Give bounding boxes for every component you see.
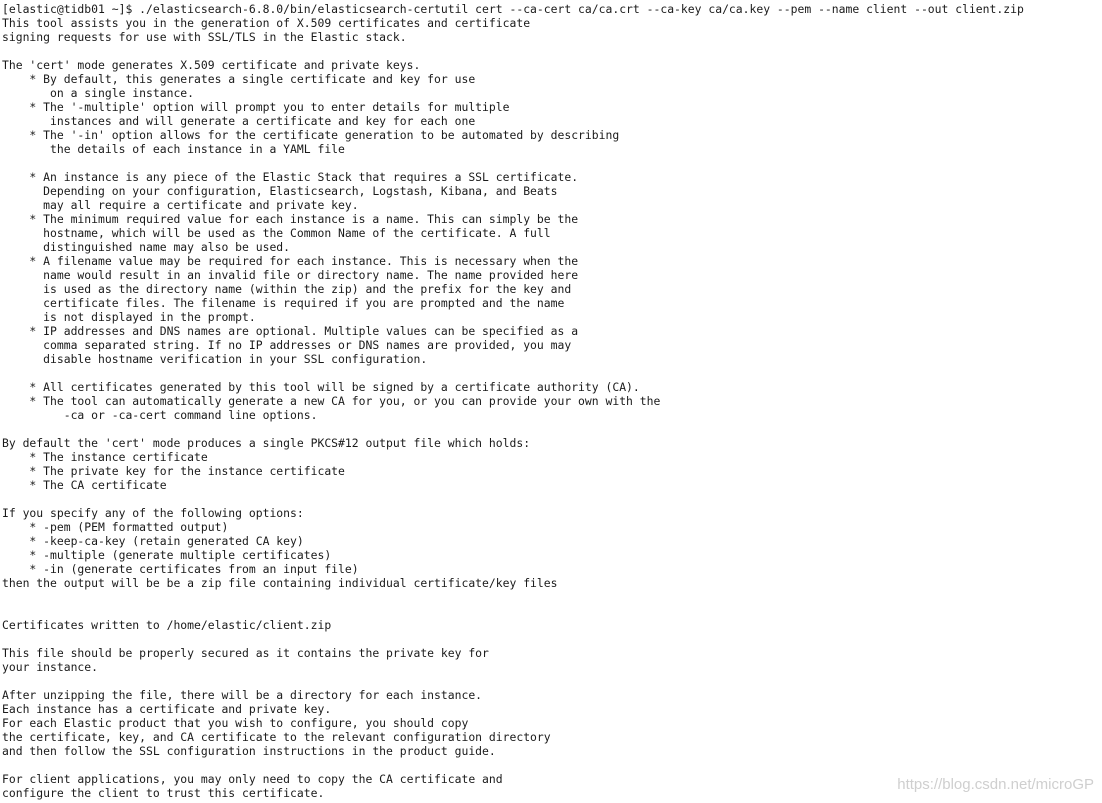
- output-line: By default the 'cert' mode produces a single PKCS#12 output file which holds:: [2, 436, 531, 450]
- output-line: [2, 604, 1102, 618]
- output-line: * By default, this generates a single certificate and key for use: [2, 72, 476, 86]
- output-line: The 'cert' mode generates X.509 certificate and private keys.: [2, 58, 421, 72]
- output-line: the certificate, key, and CA certificate to the relevant configuration directory: [2, 730, 551, 744]
- output-line: is not displayed in the prompt.: [2, 310, 256, 324]
- output-line: [2, 590, 1102, 604]
- output-line: [2, 422, 1102, 436]
- output-line: may all require a certificate and private key.: [2, 198, 359, 212]
- output-line: [2, 44, 1102, 58]
- output-line: * The private key for the instance certificate: [2, 464, 345, 478]
- output-line: disable hostname verification in your SSL configuration.: [2, 352, 428, 366]
- output-line: * A filename value may be required for each instance. This is necessary when the: [2, 254, 579, 268]
- output-line: * The CA certificate: [2, 478, 167, 492]
- watermark: https://blog.csdn.net/microGP: [897, 776, 1094, 793]
- output-line: This file should be properly secured as it contains the private key for: [2, 646, 489, 660]
- output-line: your instance.: [2, 660, 99, 674]
- output-line: [2, 758, 1102, 772]
- output-line: [2, 156, 1102, 170]
- output-line: * The instance certificate: [2, 450, 208, 464]
- output-line: * An instance is any piece of the Elastic Stack that requires a SSL certificate.: [2, 170, 579, 184]
- output-line: [2, 492, 1102, 506]
- output-line: * IP addresses and DNS names are optional. Multiple values can be specified as a: [2, 324, 579, 338]
- output-line: comma separated string. If no IP addresses or DNS names are provided, you may: [2, 338, 572, 352]
- output-line: Depending on your configuration, Elasticsearch, Logstash, Kibana, and Beats: [2, 184, 558, 198]
- output-line: and then follow the SSL configuration instructions in the product guide.: [2, 744, 496, 758]
- output-line: After unzipping the file, there will be a directory for each instance.: [2, 688, 483, 702]
- output-line: then the output will be be a zip file containing individual certificate/key files: [2, 576, 558, 590]
- output-line: certificate files. The filename is required if you are prompted and the name: [2, 296, 565, 310]
- output-line: Each instance has a certificate and private key.: [2, 702, 332, 716]
- output-line: * The '-in' option allows for the certificate generation to be automated by describing: [2, 128, 620, 142]
- output-line: * The '-multiple' option will prompt you to enter details for multiple: [2, 100, 510, 114]
- output-line: hostname, which will be used as the Common Name of the certificate. A full: [2, 226, 551, 240]
- output-line: This tool assists you in the generation of X.509 certificates and certificate: [2, 16, 531, 30]
- output-line: name would result in an invalid file or directory name. The name provided here: [2, 268, 579, 282]
- output-line: instances and will generate a certificate and key for each one: [2, 114, 476, 128]
- terminal-output: [2, 2, 1102, 800]
- output-line: * -multiple (generate multiple certificates): [2, 548, 332, 562]
- output-line: on a single instance.: [2, 86, 195, 100]
- output-line: distinguished name may also be used.: [2, 240, 291, 254]
- output-line: the details of each instance in a YAML file: [2, 142, 345, 156]
- output-line: For each Elastic product that you wish to configure, you should copy: [2, 716, 469, 730]
- output-line: [2, 366, 1102, 380]
- command-line: [elastic@tidb01 ~]$ ./elasticsearch-6.8.0/bin/elasticsearch-certutil cert --ca-cert ca/ca.crt --ca-key ca/ca.key --pem --name client --out client.zip: [2, 2, 1024, 16]
- output-line: * All certificates generated by this tool will be signed by a certificate authority (CA).: [2, 380, 640, 394]
- output-line: signing requests for use with SSL/TLS in the Elastic stack.: [2, 30, 407, 44]
- output-line: If you specify any of the following options:: [2, 506, 304, 520]
- output-line: configure the client to trust this certificate.: [2, 786, 325, 800]
- output-line: * The tool can automatically generate a new CA for you, or you can provide your own with the: [2, 394, 661, 408]
- output-line: [2, 674, 1102, 688]
- output-line: is used as the directory name (within the zip) and the prefix for the key and: [2, 282, 572, 296]
- output-line: Certificates written to /home/elastic/client.zip: [2, 618, 332, 632]
- output-line: -ca or -ca-cert command line options.: [2, 408, 318, 422]
- output-line: * -in (generate certificates from an input file): [2, 562, 359, 576]
- output-line: * -keep-ca-key (retain generated CA key): [2, 534, 304, 548]
- output-line: * The minimum required value for each instance is a name. This can simply be the: [2, 212, 579, 226]
- output-line: [2, 632, 1102, 646]
- output-line: * -pem (PEM formatted output): [2, 520, 229, 534]
- output-line: For client applications, you may only need to copy the CA certificate and: [2, 772, 503, 786]
